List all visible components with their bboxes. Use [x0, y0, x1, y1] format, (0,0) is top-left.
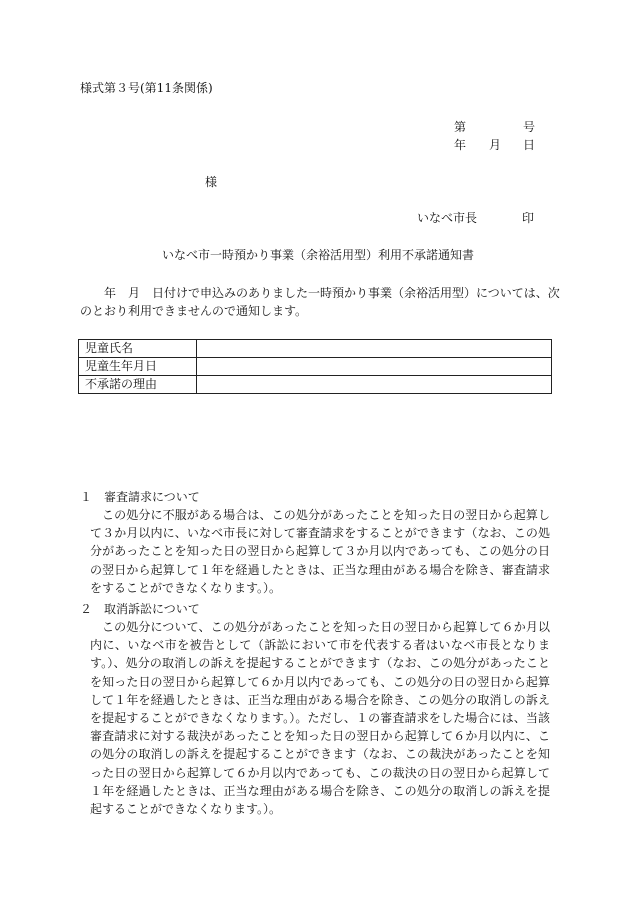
child-name-value — [197, 340, 552, 358]
intro-line-2: のとおり利用できませんので通知します。 — [80, 304, 308, 318]
number-prefix: 第 — [454, 120, 467, 134]
table-row — [79, 358, 552, 376]
date-month: 月 — [489, 138, 502, 152]
revocation-suit-heading: ２ 取消訴訟について — [80, 602, 200, 616]
review-request-body: この処分に不服がある場合は、この処分があったことを知った日の翌日から起算して３か月以内に、いなべ市長に対して審査請求をすることができます（なお、この処分があったことを知った日の翌日から起算して３か月以内であっても、この処分の日の翌日から起算して１年を経過したときは、正当な理由がある場合を除き、審査請求をすることができなくなります。）。 — [90, 508, 550, 595]
document-title: いなべ市一時預かり事業（余裕活用型）利用不承諾通知書 — [162, 248, 475, 262]
issuer-name: いなべ市長 — [417, 211, 478, 225]
addressee-suffix: 様 — [205, 175, 218, 189]
child-info-table — [78, 339, 552, 394]
child-birthdate-value — [197, 358, 552, 376]
review-request-heading: １ 審査請求について — [80, 490, 200, 504]
revocation-suit-body: この処分について、この処分があったことを知った日の翌日から起算して６か月以内に、いなべ市を被告として（訴訟において市を代表する者はいなべ市長となります。）、処分の取消しの訴えを提起することができます（なお、この処分があったことを知った日の翌日から起算して６か月以内であっても、この処分の日の翌日から起算して１年を経過したときは、正当な理由がある場合を除き、この処分の取消しの訴えを提起することができなくなります。）。ただし、１の審査請求をした場合には、当該審査請求に対する裁決があったことを知った日の翌日から起算して６か月以内に、この処分の取消しの訴えを提起することができます（なお、この裁決があったことを知った日の翌日から起算して６か月以内であっても、この裁決の日の翌日から起算して１年を経過したときは、正当な理由がある場合を除き、この処分の取消しの訴えを提起することができなくなります。）。 — [90, 620, 550, 817]
refusal-reason-label: 不承諾の理由 — [79, 376, 197, 394]
seal-mark: 印 — [522, 211, 535, 225]
number-suffix: 号 — [523, 120, 536, 134]
child-birthdate-label: 児童生年月日 — [79, 358, 197, 376]
date-day: 日 — [523, 138, 536, 152]
form-label: 様式第３号(第11条関係) — [80, 81, 213, 95]
child-name-label: 児童氏名 — [79, 340, 197, 358]
refusal-reason-value — [197, 376, 552, 394]
table-row — [79, 376, 552, 394]
intro-line-1: 年 月 日付けで申込みのありました一時預かり事業（余裕活用型）については、次 — [104, 286, 560, 300]
date-year: 年 — [454, 138, 467, 152]
table-row — [79, 340, 552, 358]
